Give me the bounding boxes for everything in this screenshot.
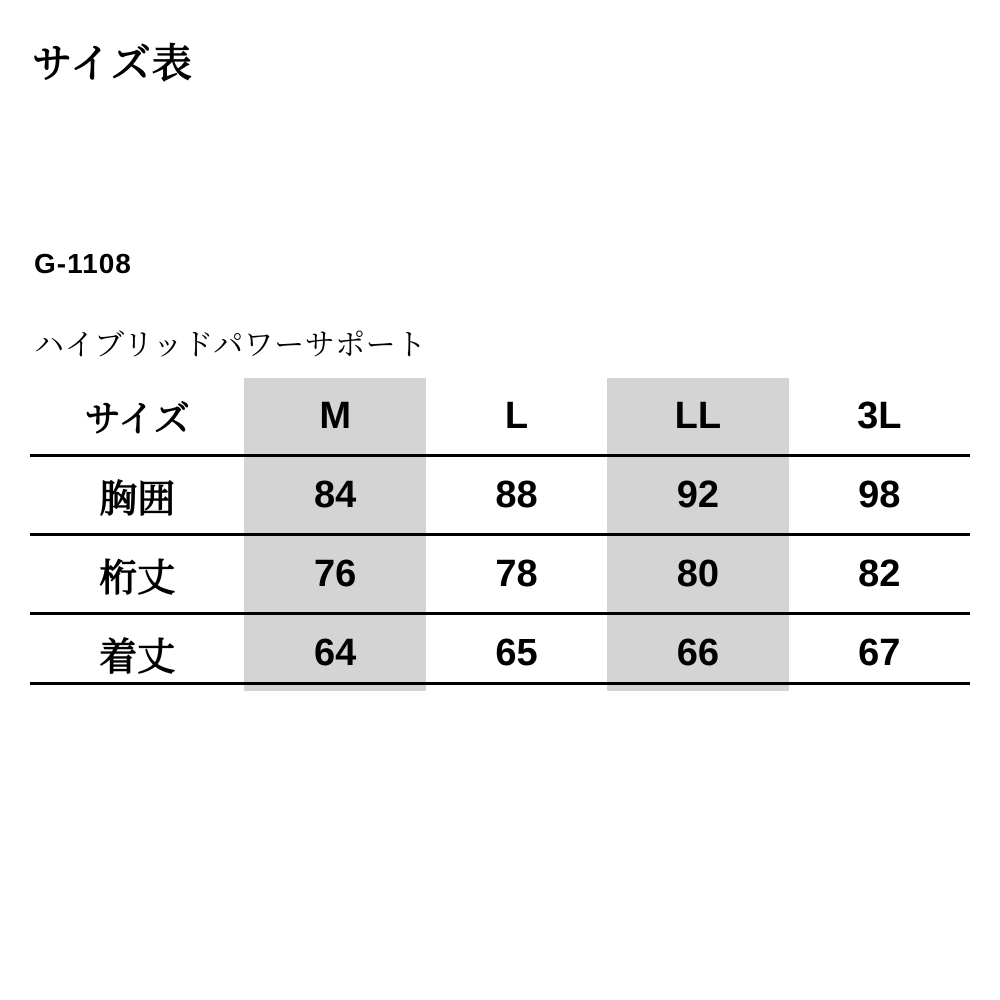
cell-bust-ll: 92 [607,456,788,535]
cell-sleeve-ll: 80 [607,535,788,614]
size-table-wrap [30,378,970,691]
cell-sleeve-3l: 82 [789,535,970,614]
cell-bust-m: 84 [244,456,425,535]
cell-bust-3l: 98 [789,456,970,535]
row-label-bust: 胸囲 [30,456,244,535]
cell-length-3l: 67 [858,631,901,674]
table-corner-label: サイズ [30,378,244,456]
table-bottom-rule [30,682,970,685]
cell-length-m: 64 [244,614,425,692]
row-label-length: 着丈 [99,636,176,679]
cell-sleeve-l: 78 [426,535,607,614]
product-code: G-1108 [34,248,132,279]
page-title: サイズ表 [32,42,193,86]
product-name: ハイブリッドパワーサポート [34,329,427,362]
table-header-row [30,378,970,456]
cell-length-ll: 66 [607,614,788,692]
column-header-3l: 3L [789,378,970,456]
column-header-m: M [244,378,425,456]
cell-sleeve-m: 76 [244,535,425,614]
cell-length-l: 65 [495,631,538,674]
cell-bust-l: 88 [426,456,607,535]
table-row [30,614,970,692]
column-header-l: L [426,378,607,456]
table-row [30,535,970,614]
table-row [30,456,970,535]
size-table [30,378,970,691]
column-header-ll: LL [607,378,788,456]
row-label-sleeve: 桁丈 [30,535,244,614]
